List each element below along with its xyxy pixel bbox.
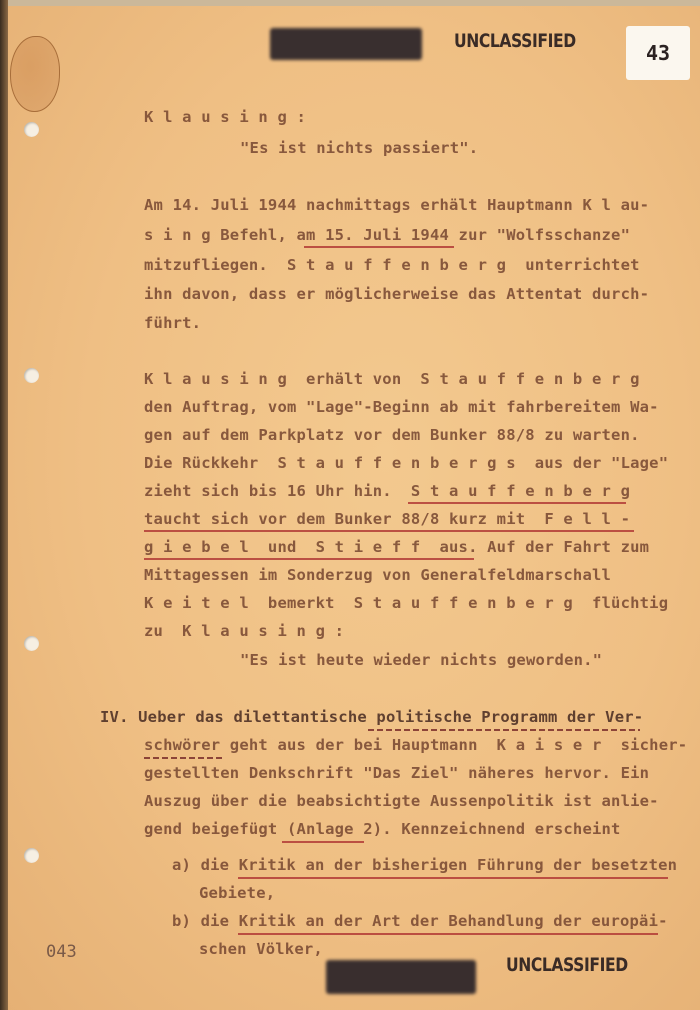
- section-heading-line: IV. Ueber das dilettantische politische Programm der Ver-: [100, 708, 644, 726]
- text-line: den Auftrag, vom "Lage"-Beginn ab mit fahrbereitem Wa-: [144, 398, 659, 416]
- punch-hole: [24, 848, 39, 863]
- text-line: Am 14. Juli 1944 nachmittags erhält Hauptmann K l au-: [144, 196, 650, 214]
- text-line: führt.: [144, 314, 202, 332]
- underline-mark: [144, 558, 474, 560]
- text-line: s i n g Befehl, am 15. Juli 1944 zur "Wolfsschanze": [144, 226, 631, 244]
- text-line: K l a u s i n g erhält von S t a u f f e n b e r g: [144, 370, 640, 388]
- underline-mark: [238, 877, 668, 879]
- text-line: zu K l a u s i n g :: [144, 622, 345, 640]
- binding-edge: [0, 0, 8, 1010]
- text-line: zieht sich bis 16 Uhr hin. S t a u f f e n b e r g: [144, 482, 631, 500]
- text-line: gend beigefügt (Anlage 2). Kennzeichnend erscheint: [144, 820, 621, 838]
- underline-mark: [304, 246, 454, 248]
- punch-hole: [24, 368, 39, 383]
- text-line: Mittagessen im Sonderzug von Generalfeldmarschall: [144, 566, 612, 584]
- redaction-bar-bottom: [326, 960, 476, 994]
- text-line: K e i t e l bemerkt S t a u f f e n b e r g flüchtig: [144, 594, 669, 612]
- list-item-b-continued: schen Völker,: [199, 940, 323, 958]
- text-line: ihn davon, dass er möglicherweise das Attentat durch-: [144, 285, 650, 303]
- list-item-b: b) die Kritik an der Art der Behandlung der europäi-: [172, 912, 668, 930]
- unclassified-stamp-top: UNCLASSIFIED: [454, 30, 576, 52]
- underline-mark-dashed: [368, 729, 640, 731]
- text-line: Die Rückkehr S t a u f f e n b e r g s aus der "Lage": [144, 454, 669, 472]
- unclassified-stamp-bottom: UNCLASSIFIED: [506, 954, 628, 976]
- text-line: Auszug über die beabsichtigte Aussenpolitik ist anlie-: [144, 792, 659, 810]
- underline-mark: [144, 530, 634, 532]
- text-line: gen auf dem Parkplatz vor dem Bunker 88/8 zu warten.: [144, 426, 640, 444]
- page-number: 43: [626, 26, 690, 80]
- underline-mark: [238, 933, 658, 935]
- list-item-a: a) die Kritik an der bisherigen Führung der besetzten: [172, 856, 678, 874]
- punch-hole: [24, 636, 39, 651]
- text-line: schwörer geht aus der bei Hauptmann K a i s e r sicher-: [144, 736, 688, 754]
- quote-line: "Es ist heute wieder nichts geworden.": [240, 651, 603, 669]
- text-line: taucht sich vor dem Bunker 88/8 kurz mit F e l l -: [144, 510, 631, 528]
- redaction-bar-top: [270, 28, 422, 60]
- scan-top-edge: [0, 0, 700, 6]
- underline-mark: [408, 502, 626, 504]
- quote-line: "Es ist nichts passiert".: [240, 139, 479, 157]
- stain-mark: [10, 36, 60, 112]
- underline-mark-dashed: [144, 757, 222, 759]
- text-line: mitzufliegen. S t a u f f e n b e r g unterrichtet: [144, 256, 640, 274]
- text-line: gestellten Denkschrift "Das Ziel" näheres hervor. Ein: [144, 764, 650, 782]
- underline-mark: [282, 841, 364, 843]
- text-line: g i e b e l und S t i e f f aus. Auf der Fahrt zum: [144, 538, 650, 556]
- page-code: 043: [46, 942, 77, 962]
- speaker-name: K l a u s i n g :: [144, 108, 307, 126]
- list-item-a-continued: Gebiete,: [199, 884, 276, 902]
- punch-hole: [24, 122, 39, 137]
